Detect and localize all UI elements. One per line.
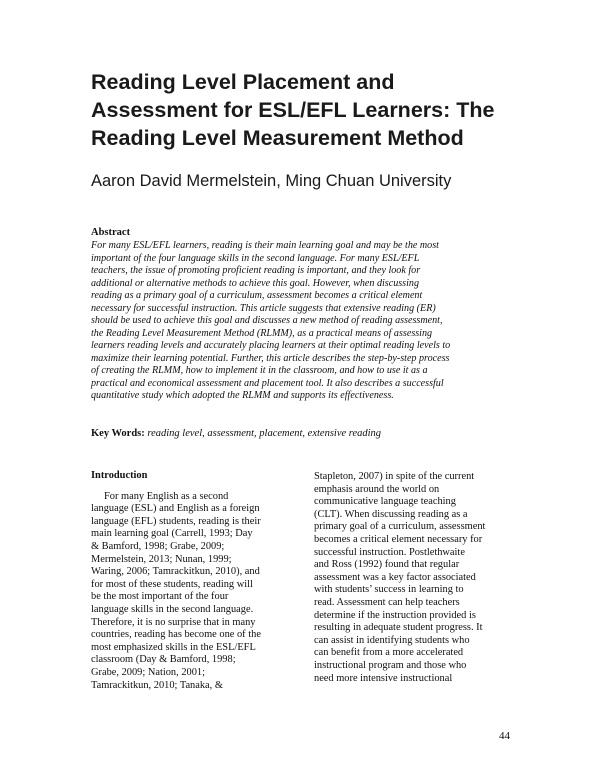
body-line: for most of these students, reading will [91, 578, 253, 590]
body-line: (CLT). When discussing reading as a [314, 508, 468, 520]
body-line: can benefit from a more accelerated [314, 647, 464, 659]
title-line: Reading Level Measurement Method [91, 126, 464, 150]
body-line: Grabe, 2009; Nation, 2001; [91, 666, 205, 678]
body-line: emphasis around the world on [314, 483, 440, 495]
body-line: successful instruction. Postlethwaite [314, 546, 465, 558]
body-line: communicative language teaching [314, 496, 456, 508]
abstract-line: the Reading Level Measurement Method (RLMM), as a practical means of assessing [91, 327, 433, 339]
body-line: assessment was a key factor associated [314, 571, 476, 583]
abstract-line: of creating the RLMM, how to implement it in the classroom, and how to use it as a [91, 365, 428, 376]
abstract-line: teachers, the issue of promoting proficient reading is important, and they look for [91, 265, 421, 276]
column-right [314, 471, 519, 685]
body-line: language skills in the second language. [91, 603, 254, 615]
body-line: For many English as a second [91, 490, 229, 502]
body-line: main learning goal (Carrell, 1993; Day [91, 528, 253, 540]
abstract-body [91, 240, 516, 403]
keywords-text: reading level, assessment, placement, extensive reading [144, 428, 382, 439]
column-left [91, 470, 291, 692]
body-line: need more intensive instructional [314, 672, 453, 684]
abstract-line: should be used to achieve this goal and discusses a new method of reading assessment, [91, 315, 443, 326]
abstract-line: reading as a primary goal of a curriculum, assessment becomes a critical element [91, 290, 423, 301]
page-number: 44 [499, 730, 510, 742]
body-line: can assist in identifying students who [314, 634, 470, 646]
abstract-line: important of the four language skills in the second language. For many ESL/EFL [91, 252, 420, 264]
body-line: read. Assessment can help teachers [314, 596, 460, 608]
body-line: with students’ success in learning to [314, 584, 464, 596]
title-line: Assessment for ESL/EFL Learners: The [91, 98, 495, 122]
body-line: primary goal of a curriculum, assessment [314, 521, 486, 533]
keywords-label: Key Words: [91, 428, 145, 439]
body-line: Therefore, it is no surprise that in many [91, 616, 256, 628]
body-line: Mermelstein, 2013; Nunan, 1999; [91, 553, 232, 565]
body-line: and Ross (1992) found that regular [314, 559, 460, 571]
body-line: be the most important of the four [91, 591, 229, 603]
abstract-line: learners reading levels and accurately placing learners at their optimal reading levels to [91, 340, 451, 351]
body-line: language (EFL) students, reading is their [91, 515, 261, 527]
body-line: resulting in adequate student progress. It [314, 622, 483, 634]
body-line: Tamrackitkun, 2010; Tanaka, & [91, 679, 223, 691]
keywords [91, 428, 381, 439]
body-line: determine if the instruction provided is [314, 609, 476, 621]
abstract-heading: Abstract [91, 227, 131, 238]
abstract-line: maximize their learning potential. Further, this article describes the step-by-step process [91, 352, 450, 364]
abstract-line: For many ESL/EFL learners, reading is their main learning goal and may be the most [91, 240, 439, 251]
abstract-line: additional or alternative methods to achieve this goal. However, when discussing [91, 277, 420, 289]
paper-title [91, 68, 531, 152]
introduction-heading: Introduction [91, 470, 148, 481]
body-line: countries, reading has become one of the [91, 629, 261, 641]
abstract-line: necessary for successful instruction. This article suggests that extensive reading (ER) [91, 302, 436, 314]
author-line: Aaron David Mermelstein, Ming Chuan University [91, 172, 452, 190]
title-line: Reading Level Placement and [91, 70, 395, 94]
body-line: Waring, 2006; Tamrackitkun, 2010), and [91, 566, 260, 578]
abstract-line: practical and economical assessment and placement tool. It also describes a successful [91, 377, 444, 389]
body-line: classroom (Day & Bamford, 1998; [91, 654, 236, 666]
body-line: & Bamford, 1998; Grabe, 2009; [91, 540, 225, 552]
body-line: most emphasized skills in the ESL/EFL [91, 641, 256, 653]
body-line: Stapleton, 2007) in spite of the current [314, 471, 475, 482]
body-line: instructional program and those who [314, 659, 467, 671]
abstract-line: quantitative study which adopted the RLMM and supports its effectiveness. [91, 390, 394, 401]
body-line: language (ESL) and English as a foreign [91, 503, 260, 515]
body-line: becomes a critical element necessary for [314, 533, 483, 545]
